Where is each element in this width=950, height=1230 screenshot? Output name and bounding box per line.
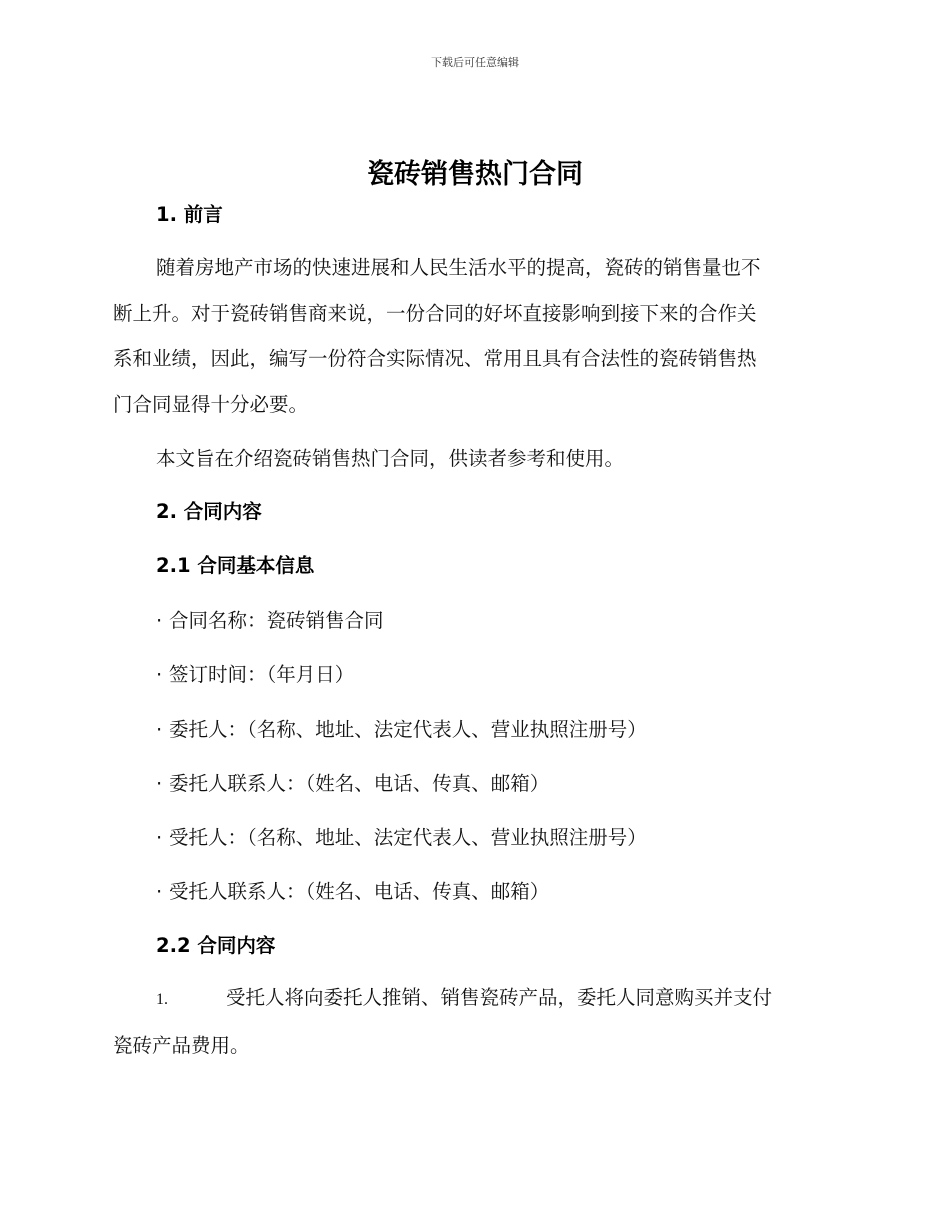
list-item-text: 受托人联系人：（姓名、电话、传真、邮箱） [169,880,550,903]
document-title: 瓷砖销售热门合同 [367,159,583,190]
section-2-2-heading: 2.2 合同内容 [156,934,276,957]
list-item [156,714,647,742]
list-item [156,822,647,850]
list-item-text: 委托人：（名称、地址、法定代表人、营业执照注册号） [169,718,647,741]
list-item-text: 委托人联系人：（姓名、电话、传真、邮箱） [169,772,550,795]
clause-line: 瓷砖产品费用。 [113,1033,250,1057]
numbered-clause [113,975,833,1068]
bullet-icon: · [156,609,163,632]
clause-number: 1. [156,991,168,1008]
clause-text: 受托人将向委托人推销、销售瓷砖产品，委托人同意购买并支付 [226,986,773,1009]
section-1-heading: 1. 前言 [156,203,223,226]
purpose-paragraph: 本文旨在介绍瓷砖销售热门合同，供读者参考和使用。 [156,447,625,470]
list-item [156,605,384,633]
section-2-1-heading: 2.1 合同基本信息 [156,554,315,577]
clause-line [113,975,833,1023]
list-item [156,768,549,796]
list-item [156,659,354,687]
paragraph-line: 随着房地产市场的快速进展和人民生活水平的提高，瓷砖的销售量也不 [156,256,761,279]
bullet-icon: · [156,880,163,903]
list-item-text: 受托人：（名称、地址、法定代表人、营业执照注册号） [169,826,647,849]
paragraph-line: 断上升。对于瓷砖销售商来说，一份合同的好坏直接影响到接下来的合作关 [113,301,757,325]
list-item [156,876,549,904]
paragraph-line: 门合同显得十分必要。 [113,392,309,416]
intro-paragraph [113,245,833,427]
list-item-text: 签订时间：（年月日） [169,663,355,686]
bullet-icon: · [156,772,163,795]
paragraph-line: 系和业绩，因此，编写一份符合实际情况、常用且具有合法性的瓷砖销售热 [113,347,757,370]
bullet-icon: · [156,663,163,686]
header-note: 下载后可任意编辑 [431,56,519,69]
section-2-heading: 2. 合同内容 [156,500,262,523]
bullet-icon: · [156,718,163,741]
bullet-icon: · [156,826,163,849]
list-item-text: 合同名称：瓷砖销售合同 [169,609,384,632]
